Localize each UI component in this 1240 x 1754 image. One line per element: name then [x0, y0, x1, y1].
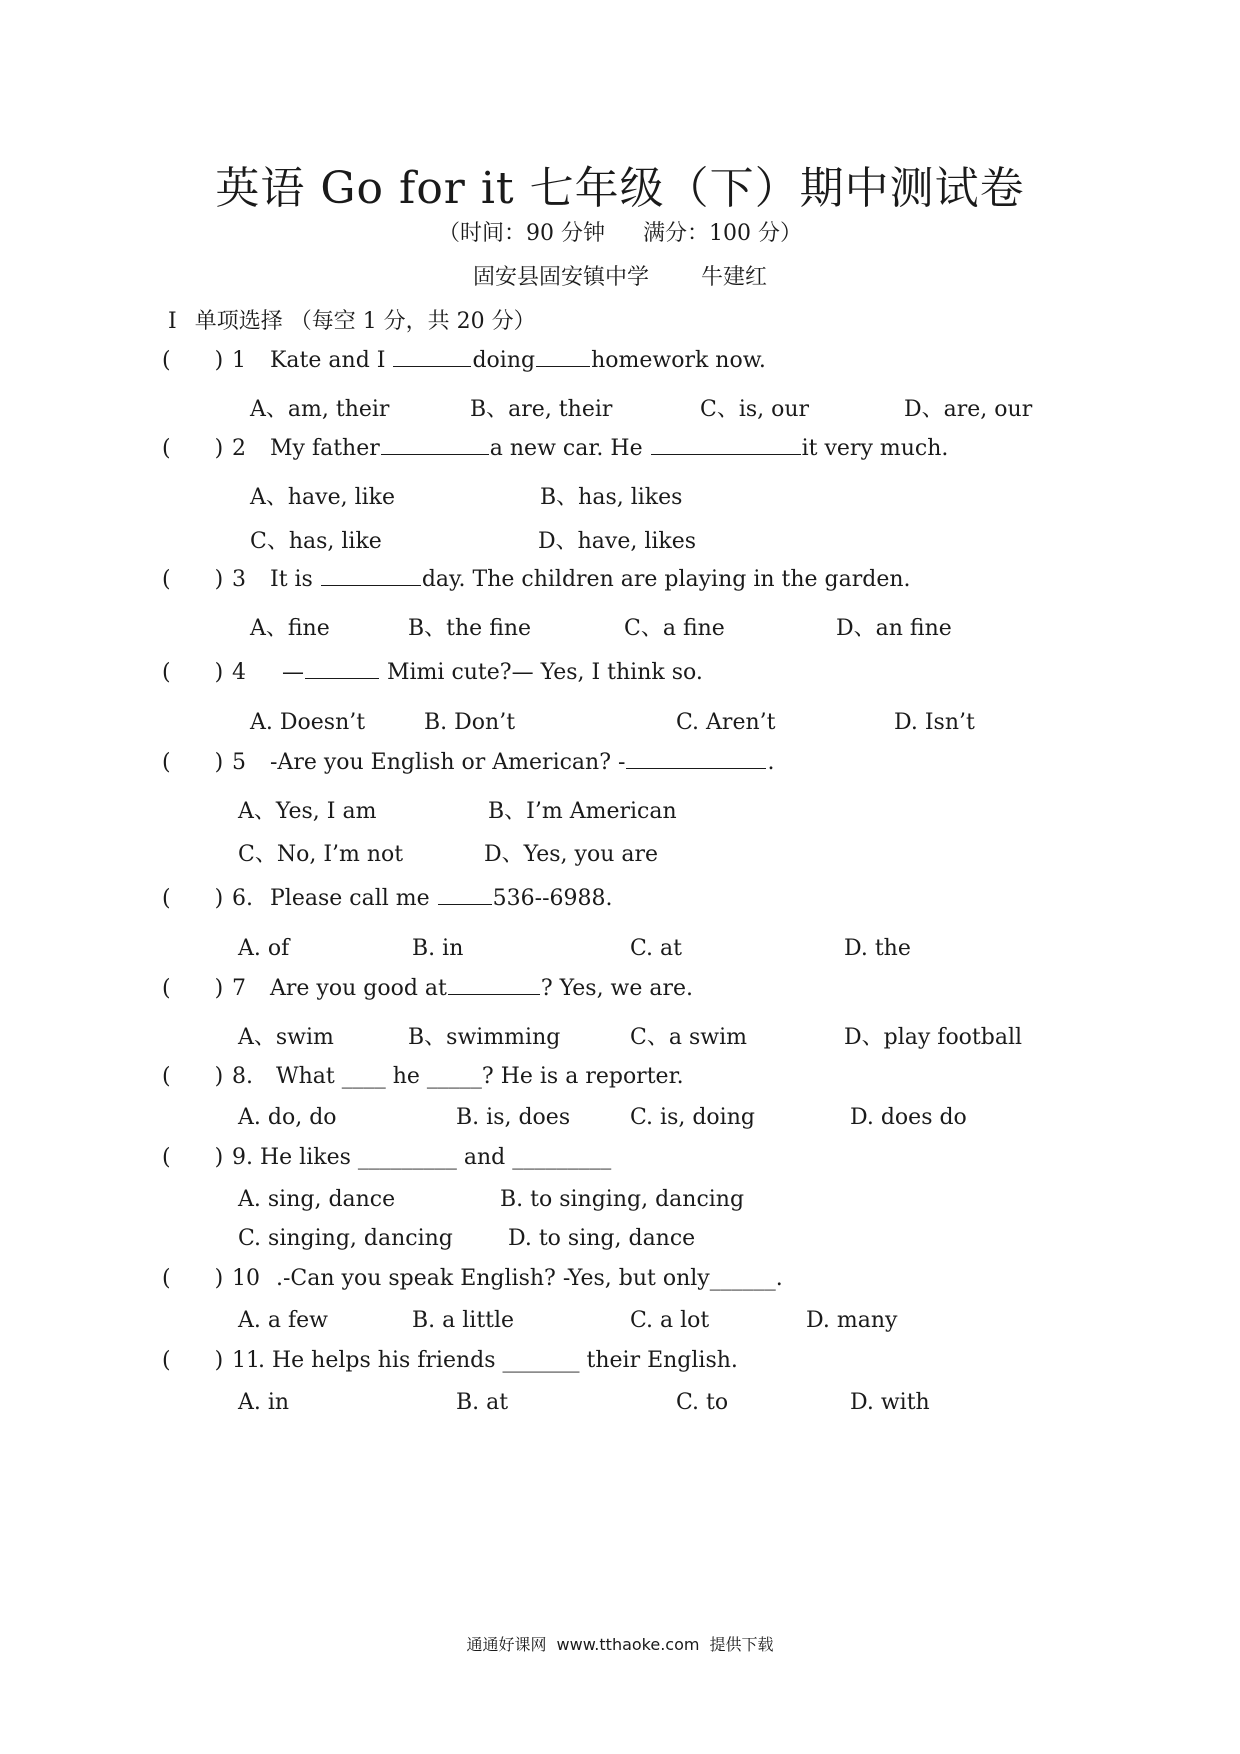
- question-6: ( ) 6. Please call me 536--6988.: [162, 886, 613, 911]
- option-a: A. do, do: [238, 1105, 337, 1130]
- option-c: C、a swim: [630, 1025, 747, 1050]
- answer-paren[interactable]: ( ): [162, 1064, 224, 1089]
- question-8: ( ) 8. What ____ he _____? He is a reporter.: [162, 1064, 684, 1089]
- option-d: D. with: [850, 1390, 930, 1415]
- option-d: D. Isn’t: [894, 710, 975, 735]
- answer-blank: [438, 886, 492, 905]
- option-d: D、Yes, you are: [484, 842, 659, 867]
- question-2: ( ) 2 My father a new car. He it very much.: [162, 436, 949, 461]
- option-c: C. to: [676, 1390, 729, 1415]
- answer-paren[interactable]: ( ): [162, 348, 224, 373]
- option-b: B、swimming: [408, 1025, 561, 1050]
- question-10: ( ) 10 .-Can you speak English? -Yes, but only______.: [162, 1266, 783, 1291]
- section-number: I: [168, 309, 177, 334]
- option-c: C、has, like: [250, 529, 382, 554]
- option-b: B. a little: [412, 1308, 515, 1333]
- exam-author: [0, 260, 1240, 291]
- question-number: 4: [232, 660, 246, 685]
- exam-time: （时间：90 分钟: [438, 221, 605, 246]
- option-c: C、a fine: [624, 616, 725, 641]
- option-a: A. a few: [238, 1308, 328, 1333]
- answer-paren[interactable]: ( ): [162, 750, 224, 775]
- footer-tail: 提供下载: [709, 1635, 774, 1654]
- option-a: A. of: [238, 936, 290, 961]
- question-number: 11: [232, 1348, 260, 1373]
- option-c: C. a lot: [630, 1308, 710, 1333]
- question-number: 6.: [232, 886, 253, 911]
- option-a: A、Yes, I am: [238, 799, 377, 824]
- footer-url[interactable]: www.tthaoke.com: [556, 1635, 700, 1654]
- question-5: ( ) 5 -Are you English or American? - .: [162, 750, 775, 775]
- option-c: C、is, our: [700, 397, 810, 422]
- answer-paren[interactable]: ( ): [162, 436, 224, 461]
- question-number: 9: [232, 1145, 246, 1170]
- option-b: B. Don’t: [424, 710, 516, 735]
- option-c: C、No, I’m not: [238, 842, 404, 867]
- answer-paren[interactable]: ( ): [162, 567, 224, 592]
- exam-meta: [0, 216, 1240, 247]
- option-b: B. at: [456, 1390, 509, 1415]
- answer-blank: [536, 348, 590, 367]
- page-footer: [0, 1632, 1240, 1655]
- answer-blank: [651, 436, 801, 455]
- author-school: 固安县固安镇中学: [472, 265, 649, 290]
- option-d: D. many: [806, 1308, 898, 1333]
- option-a: A. Doesn’t: [250, 710, 366, 735]
- option-b: B、I’m American: [488, 799, 677, 824]
- option-a: A、have, like: [250, 485, 396, 510]
- option-b: B、the fine: [408, 616, 532, 641]
- option-d: D. the: [844, 936, 911, 961]
- option-d: D. does do: [850, 1105, 967, 1130]
- option-c: C. is, doing: [630, 1105, 755, 1130]
- answer-paren[interactable]: ( ): [162, 886, 224, 911]
- option-a: A、am, their: [250, 397, 390, 422]
- author-name: 牛建红: [701, 265, 768, 290]
- question-3: ( ) 3 It is day. The children are playing in the garden.: [162, 567, 911, 592]
- question-4: ( ) 4 — Mimi cute?— Yes, I think so.: [162, 660, 703, 685]
- option-c: C. singing, dancing: [238, 1226, 453, 1251]
- option-c: C. Aren’t: [676, 710, 776, 735]
- option-d: D、an fine: [836, 616, 952, 641]
- answer-blank: [321, 567, 421, 586]
- answer-paren[interactable]: ( ): [162, 976, 224, 1001]
- question-number: 7: [232, 976, 246, 1001]
- answer-paren[interactable]: ( ): [162, 1348, 224, 1373]
- question-number: 2: [232, 436, 246, 461]
- option-d: D、are, our: [904, 397, 1033, 422]
- question-number: 10: [232, 1266, 260, 1291]
- question-number: 8.: [232, 1064, 253, 1089]
- question-number: 3: [232, 567, 246, 592]
- answer-paren[interactable]: ( ): [162, 660, 224, 685]
- question-1: ( ) 1 Kate and I doing homework now.: [162, 348, 766, 373]
- option-a: A、swim: [238, 1025, 334, 1050]
- footer-site-name: 通通好课网: [466, 1635, 547, 1654]
- section-heading: [168, 304, 536, 335]
- option-b: B、are, their: [470, 397, 613, 422]
- question-7: ( ) 7 Are you good at ? Yes, we are.: [162, 976, 694, 1001]
- option-b: B. to singing, dancing: [500, 1187, 745, 1212]
- answer-blank: [626, 750, 766, 769]
- option-a: A. in: [238, 1390, 290, 1415]
- option-b: B、has, likes: [540, 485, 683, 510]
- option-a: A、fine: [250, 616, 330, 641]
- option-c: C. at: [630, 936, 682, 961]
- option-d: D、have, likes: [538, 529, 697, 554]
- answer-blank: [305, 660, 379, 679]
- question-9: ( ) 9. He likes _________ and _________: [162, 1145, 612, 1170]
- page-title: 英语 Go for it 七年级（下）期中测试卷: [215, 163, 1025, 214]
- answer-paren[interactable]: ( ): [162, 1266, 224, 1291]
- option-a: A. sing, dance: [238, 1187, 396, 1212]
- answer-blank: [381, 436, 489, 455]
- question-number: 5: [232, 750, 246, 775]
- question-11: ( ) 11. He helps his friends _______ their English.: [162, 1348, 738, 1373]
- option-d: D. to sing, dance: [508, 1226, 696, 1251]
- answer-paren[interactable]: ( ): [162, 1145, 224, 1170]
- answer-blank: [393, 348, 471, 367]
- question-number: 1: [232, 348, 246, 373]
- exam-score: 满分：100 分）: [643, 221, 802, 246]
- option-d: D、play football: [844, 1025, 1023, 1050]
- option-b: B. is, does: [456, 1105, 571, 1130]
- option-b: B. in: [412, 936, 464, 961]
- answer-blank: [448, 976, 540, 995]
- section-title: 单项选择 （每空 1 分，共 20 分）: [194, 309, 536, 334]
